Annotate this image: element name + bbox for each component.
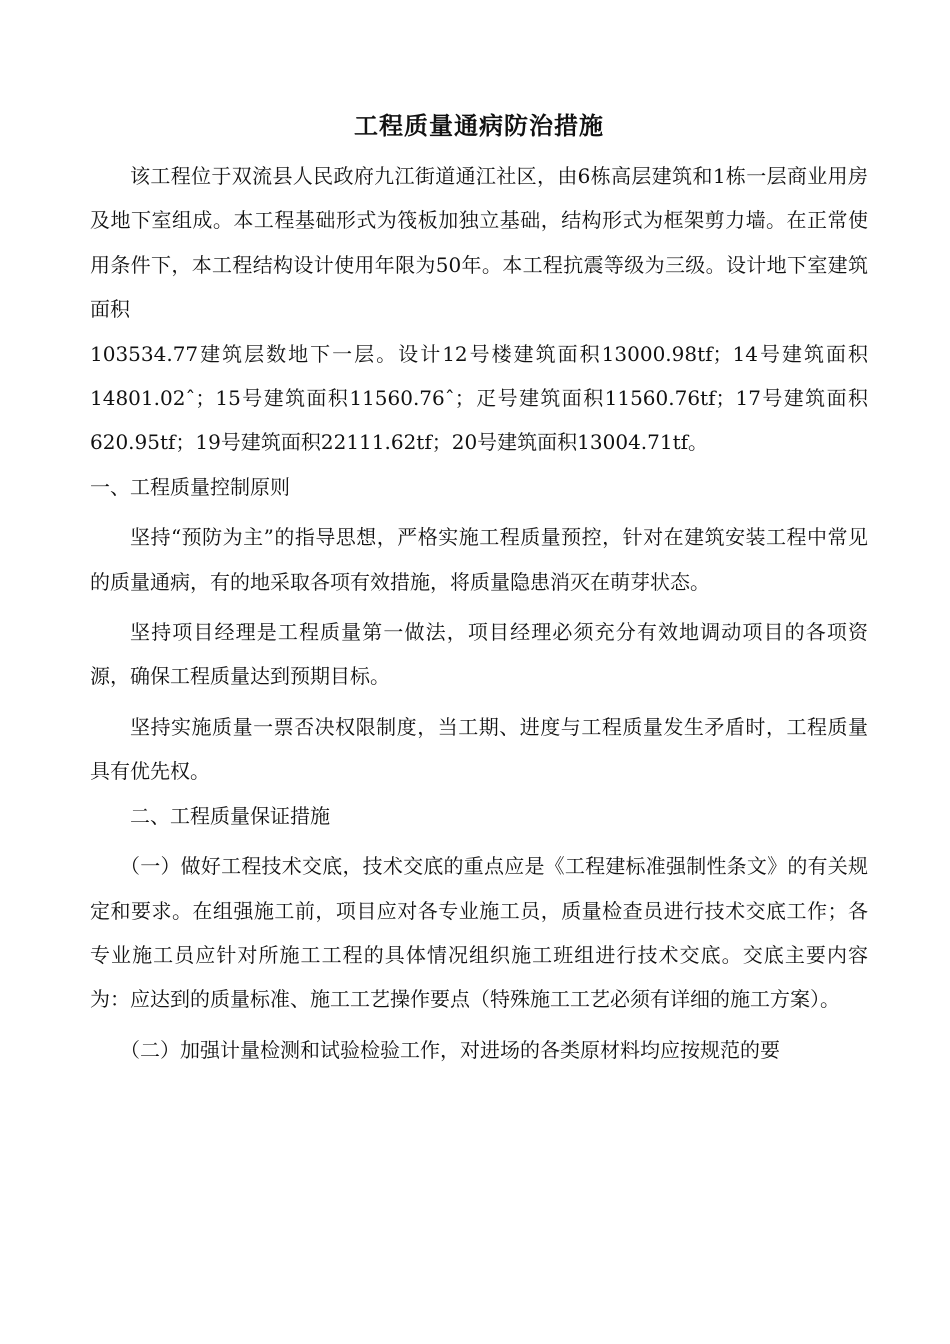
document-page	[90, 104, 868, 1072]
paragraph-veto-principle: 坚持实施质量一票否决权限制度，当工期、进度与工程质量发生矛盾时，工程质量具有优先权。	[90, 714, 868, 784]
paragraph-project-manager-principle: 坚持项目经理是工程质量第一做法，项目经理必须充分有效地调动项目的各项资源，确保工程质量达到预期目标。	[90, 620, 868, 689]
paragraph-technical-briefing: （一）做好工程技术交底，技术交底的重点应是《工程建标准强制性条文》的有关规定和要求。在组强施工前，项目应对各专业施工员，质量检查员进行技术交底工作；各专业施工员应针对所施工工程的具体情况组织施工班组进行技术交底。交底主要内容为：应达到的质量标准、施工工艺操作要点（特殊施工工艺必须有详细的施工方案）。	[90, 854, 868, 1012]
paragraph-building-areas: 103534.77建筑层数地下一层。设计12号楼建筑面积13000.98tf；14号建筑面积14801.02ˆ；15号建筑面积11560.76ˆ；疋号建筑面积11560.76tf；17号建筑面积620.95tf；19号建筑面积22111.62tf；20号建筑面积13004.71tf。	[90, 341, 868, 455]
section-heading-assurance-measures: 二、工程质量保证措施	[130, 803, 330, 828]
paragraph-project-overview: 该工程位于双流县人民政府九江街道通江社区，由6栋高层建筑和1栋一层商业用房及地下室组成。本工程基础形式为筏板加独立基础，结构形式为框架剪力墙。在正常使用条件下，本工程结构设计使用年限为50年。本工程抗震等级为三级。设计地下室建筑面积	[90, 164, 868, 322]
paragraph-prevention-principle: 坚持“预防为主”的指导思想，严格实施工程质量预控，针对在建筑安装工程中常见的质量通病，有的地采取各项有效措施，将质量隐患消灭在萌芽状态。	[90, 525, 868, 594]
paragraph-measurement-testing: （二）加强计量检测和试验检验工作，对进场的各类原材料均应按规范的要	[120, 1037, 780, 1062]
section-heading-control-principles: 一、工程质量控制原则	[90, 474, 290, 499]
document-title: 工程质量通病防治措施	[354, 111, 604, 140]
